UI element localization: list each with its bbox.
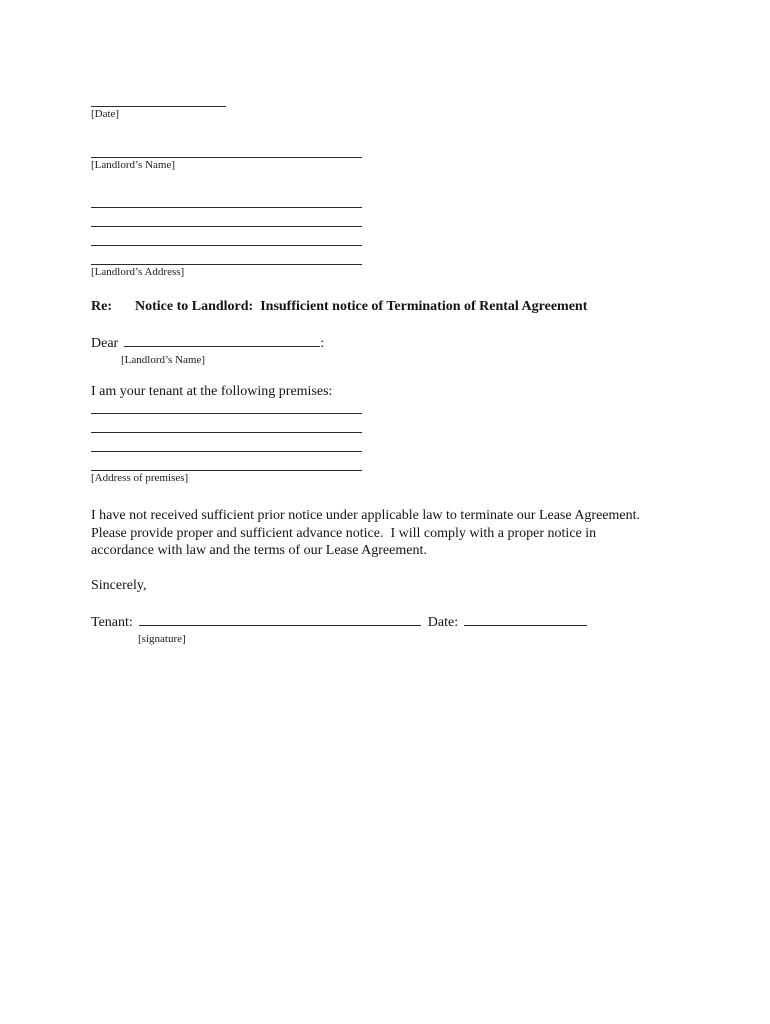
salutation-hint-label: [Landlord’s Name] [121, 354, 205, 366]
subject-prefix: Re: [91, 299, 112, 314]
landlord-address-blank-line-1 [91, 190, 362, 208]
subject-text: Notice to Landlord: Insufficient notice of Termination of Rental Agreement [135, 299, 588, 314]
landlord-name-blank-line [91, 140, 362, 158]
salutation-suffix: : [320, 336, 325, 351]
premises-blank-line-2 [91, 415, 362, 433]
premises-intro-text: I am your tenant at the following premises: [91, 384, 333, 399]
salutation-blank-line [124, 333, 320, 347]
tenant-label: Tenant: [91, 614, 133, 630]
date-field [91, 90, 770, 121]
landlord-address-blank-line-3 [91, 228, 362, 246]
landlord-address-blank-line-4 [91, 247, 362, 265]
premises-hint-label: [Address of premises] [91, 472, 189, 484]
signature-hint-label: [signature] [138, 632, 186, 645]
landlord-address-hint-label: [Landlord’s Address] [91, 266, 185, 278]
premises-blank-line-1 [91, 401, 362, 414]
salutation-prefix: Dear [91, 336, 119, 351]
salutation-line [91, 333, 770, 353]
closing-text: Sincerely, [91, 577, 147, 593]
landlord-name-field [91, 140, 770, 172]
body-paragraph: I have not received sufficient prior notice under applicable law to terminate our Lease Agreement. Please provide proper and sufficient advance notice. I will comply with a proper notice in accordance with law and the terms of our Lease Agreement. [91, 508, 644, 558]
date-blank-line [91, 90, 226, 107]
signature-date-blank-line [464, 612, 587, 626]
premises-blank-line-3 [91, 434, 362, 452]
landlord-address-field [91, 190, 770, 279]
date-hint-label: [Date] [91, 108, 120, 120]
premises-blank-line-4 [91, 453, 362, 471]
tenant-signature-blank-line [139, 612, 421, 626]
landlord-address-blank-line-2 [91, 209, 362, 227]
landlord-name-hint-label: [Landlord’s Name] [91, 159, 175, 171]
subject-line [91, 298, 770, 316]
premises-address-field [91, 401, 770, 485]
signature-date-label: Date: [427, 614, 459, 630]
signature-line [91, 612, 770, 632]
